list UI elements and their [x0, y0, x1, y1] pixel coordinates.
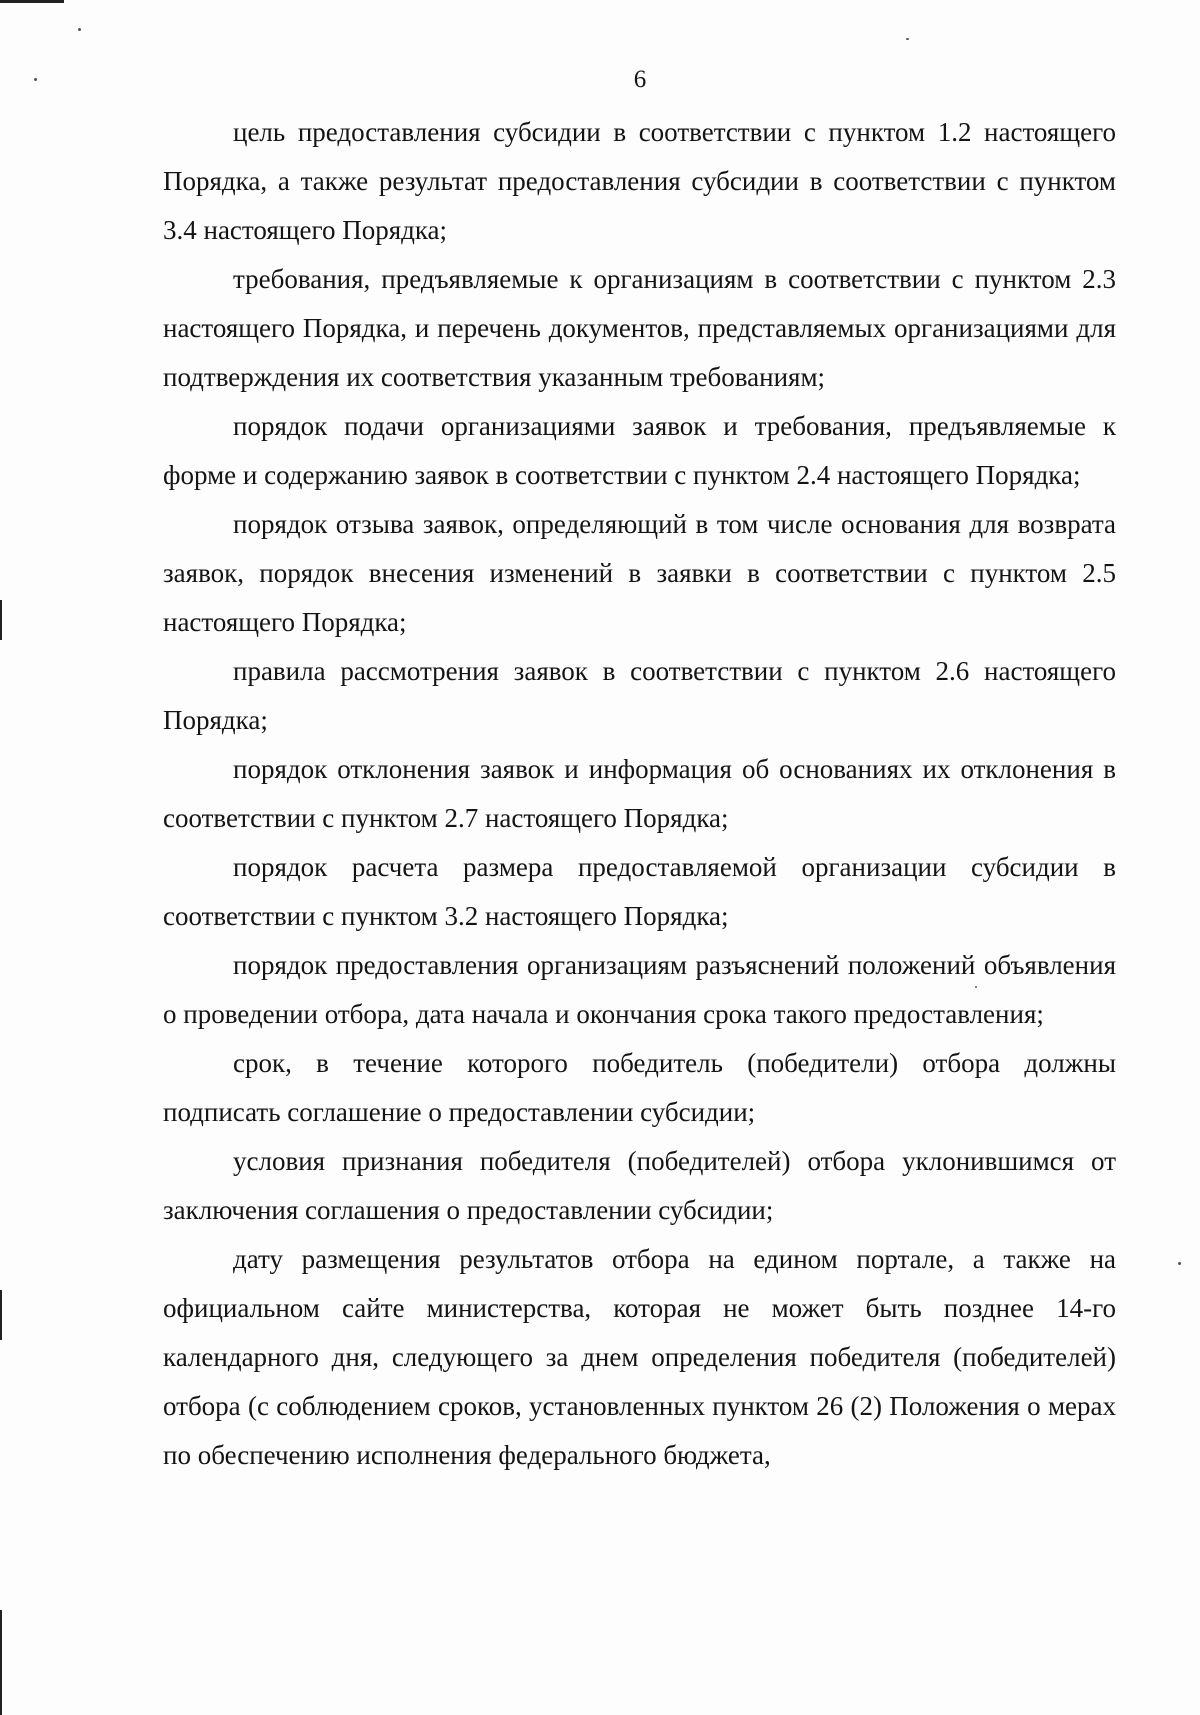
- paragraph: правила рассмотрения заявок в соответствии с пунктом 2.6 настоящего Порядка;: [163, 656, 1116, 735]
- paragraph: порядок отклонения заявок и информация об основаниях их отклонения в соответствии с пунктом 2.7 настоящего Порядка;: [163, 754, 1116, 833]
- scan-edge-mark: [0, 600, 2, 640]
- paragraph: дату размещения результатов отбора на едином портале, а также на официальном сайте министерства, которая не может быть позднее 14-го календарного дня, следующего за днем определения победителя (победителей) отбора (с соблюдением сроков, установленных пунктом 26 (2) Положения о мерах по обеспечению исполнения федерального бюджета,: [163, 1244, 1116, 1470]
- scan-speck: [1178, 1262, 1181, 1265]
- scan-speck: [906, 38, 909, 40]
- paragraph: порядок расчета размера предоставляемой организации субсидии в соответствии с пунктом 3.2 настоящего Порядка;: [163, 852, 1116, 931]
- paragraph: срок, в течение которого победитель (победители) отбора должны подписать соглашение о предоставлении субсидии;: [163, 1048, 1116, 1127]
- page-number: 6: [633, 66, 647, 93]
- body-text: [163, 108, 1116, 1480]
- scan-speck: [78, 28, 81, 31]
- paragraph: порядок отзыва заявок, определяющий в том числе основания для возврата заявок, порядок внесения изменений в заявки в соответствии с пунктом 2.5 настоящего Порядка;: [163, 509, 1116, 637]
- paragraph: цель предоставления субсидии в соответствии с пунктом 1.2 настоящего Порядка, а также результат предоставления субсидии в соответствии с пунктом 3.4 настоящего Порядка;: [163, 117, 1116, 245]
- paragraph: порядок подачи организациями заявок и требования, предъявляемые к форме и содержанию заявок в соответствии с пунктом 2.4 настоящего Порядка;: [163, 411, 1116, 490]
- scan-edge-mark: [0, 1290, 2, 1340]
- scan-edge-mark: [0, 0, 64, 3]
- paragraph: требования, предъявляемые к организациям в соответствии с пунктом 2.3 настоящего Порядка, и перечень документов, представляемых организациями для подтверждения их соответствия указанным требованиям;: [163, 264, 1116, 392]
- paragraph: условия признания победителя (победителей) отбора уклонившимся от заключения соглашения о предоставлении субсидии;: [163, 1146, 1116, 1225]
- scan-edge-mark: [0, 1610, 2, 1715]
- paragraph: порядок предоставления организациям разъяснений положений объявления о проведении отбора, дата начала и окончания срока такого предоставления;: [163, 950, 1116, 1029]
